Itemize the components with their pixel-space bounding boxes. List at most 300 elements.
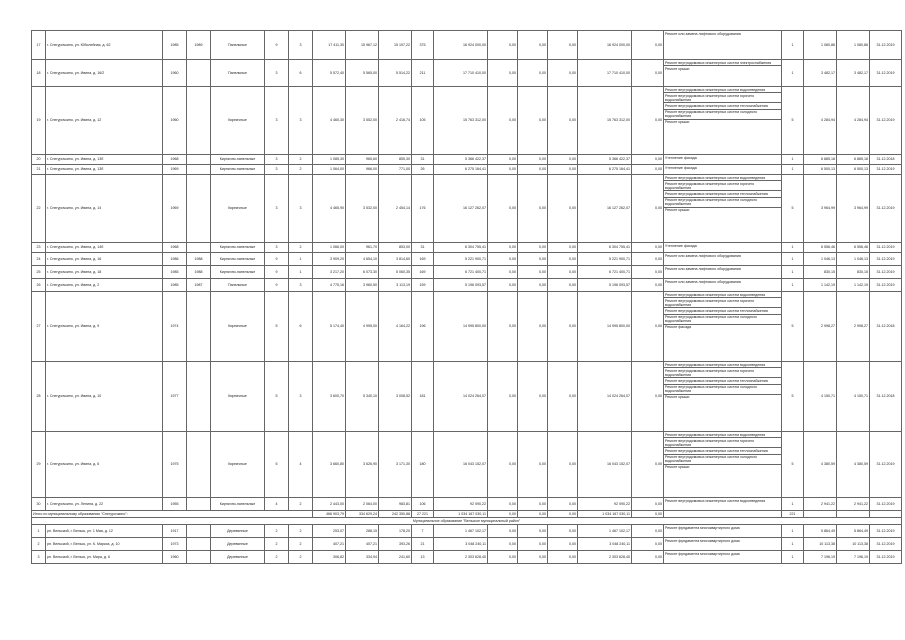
works-list (664, 243, 782, 253)
total-f2: 0,00 (518, 511, 548, 518)
address-cell: рп. Вельский, г. Вельск, ул. Мира, д. 6 (46, 551, 163, 564)
residents-count: 211 (412, 60, 434, 87)
fund-regional: 0,00 (518, 253, 548, 266)
fund-regional: 0,00 (518, 292, 548, 362)
work-item: Ремонт внутридомовых инженерных систем горячего водоснабжения (664, 438, 781, 448)
work-item: Ремонт или замена лифтового оборудования (665, 31, 741, 36)
total-area: 306,82 (313, 551, 346, 564)
fund-owners: 17 710 410,00 (578, 60, 632, 87)
floors-count: 5 (265, 292, 289, 362)
work-item: Ремонт крыши (665, 395, 690, 400)
total-area: 1 064,00 (313, 165, 346, 175)
work-item: Ремонт крыши (665, 66, 690, 71)
units-count: 5 (782, 292, 804, 362)
total-a3: 242 350,88 (379, 511, 412, 518)
row-number: 1 (32, 525, 46, 538)
address-cell: г. Снегурочкино, ул. Ивина, д. 13б (46, 155, 163, 165)
floors-count: 9 (265, 31, 289, 60)
entrances-count: 3 (289, 87, 313, 155)
fund-federal: 0,00 (488, 432, 518, 498)
wall-material: Кирпичные (211, 175, 265, 243)
fund-federal: 0,00 (488, 538, 518, 551)
fund-regional: 0,00 (518, 87, 548, 155)
total-area: 5 572,40 (313, 60, 346, 87)
fund-other: 0,00 (632, 165, 664, 175)
residents-count: 105 (412, 87, 434, 155)
wall-material: Кирпично-панельные (211, 498, 265, 511)
works-list (664, 165, 782, 175)
total-area: 4 465,90 (313, 175, 346, 243)
address-cell: г. Снегурочкино, ул. Ивина, д. 18 (46, 266, 163, 279)
total-area: 2 443,00 (313, 498, 346, 511)
work-item: Утепление фасада (665, 165, 697, 170)
wall-material: Панельные (211, 279, 265, 292)
total-works-empty (664, 511, 782, 518)
floors-count: 3 (265, 60, 289, 87)
address-cell: г. Снегурочкино, ул. Ивина, д. 16/2 (46, 60, 163, 87)
floors-count: 2 (265, 538, 289, 551)
completion-date: 31.12.2019 (870, 31, 902, 60)
fund-federal: 0,00 (488, 253, 518, 266)
floors-count: 9 (265, 253, 289, 266)
fund-owners: 6 721 400,71 (578, 266, 632, 279)
fund-federal: 0,00 (488, 165, 518, 175)
fund-owners: 5 196 093,57 (578, 279, 632, 292)
table-row (32, 243, 902, 253)
floors-count: 3 (265, 175, 289, 243)
works-list (664, 432, 782, 498)
row-number: 23 (32, 243, 46, 253)
wall-material: Кирпично-панельные (211, 155, 265, 165)
table-row (32, 362, 902, 432)
fund-owners: 3 048 240,11 (578, 538, 632, 551)
fund-federal: 0,00 (488, 87, 518, 155)
fund-owners: 5 366 422,37 (578, 155, 632, 165)
total-area: 3 600,70 (313, 362, 346, 432)
unit-cost: 3 964,99 (804, 175, 837, 243)
fund-local: 0,00 (548, 538, 578, 551)
fund-owners: 16 043 152,07 (578, 432, 632, 498)
work-item: Ремонт внутридомовых инженерных систем теплоснабжения (664, 448, 781, 454)
table-row (32, 292, 902, 362)
entrances-count: 2 (289, 551, 313, 564)
table-row (32, 253, 902, 266)
wall-material: Кирпично-панельные (211, 243, 265, 253)
build-year: 1960 (163, 551, 187, 564)
units-count: 1 (782, 155, 804, 165)
residents-count: 375 (412, 31, 434, 60)
row-number: 27 (32, 292, 46, 362)
completion-date: 31.12.2018 (870, 362, 902, 432)
build-year: 1985 (163, 279, 187, 292)
table-row (32, 155, 902, 165)
wall-material: Панельные (211, 60, 265, 87)
renovation-year (187, 551, 211, 564)
fund-owners: 92 090,22 (578, 498, 632, 511)
work-item: Ремонт фундамента многоквартирного дома (665, 538, 740, 543)
completion-date: 31.12.2018 (870, 292, 902, 362)
works-list (664, 362, 782, 432)
renovation-year (187, 362, 211, 432)
renovation-year (187, 292, 211, 362)
works-list (664, 551, 782, 564)
section-title: Муниципальное образование "Вельское муниципальный район" (32, 518, 902, 525)
works-list (664, 525, 782, 538)
entrances-count: 4 (289, 432, 313, 498)
floors-count: 3 (265, 87, 289, 155)
row-number: 25 (32, 266, 46, 279)
build-year: 1968 (163, 155, 187, 165)
total-cost: 14 024 264,07 (434, 362, 488, 432)
fund-federal: 0,00 (488, 60, 518, 87)
works-list (664, 175, 782, 243)
fund-regional: 0,00 (518, 432, 548, 498)
row-number: 17 (32, 31, 46, 60)
floors-count: 4 (265, 498, 289, 511)
total-cost: 5 196 093,57 (434, 279, 488, 292)
fund-federal: 0,00 (488, 498, 518, 511)
total-cost: 6 721 400,71 (434, 266, 488, 279)
fund-regional: 0,00 (518, 31, 548, 60)
fund-regional: 0,00 (518, 525, 548, 538)
fund-regional: 0,00 (518, 175, 548, 243)
fund-owners: 14 995 800,00 (578, 292, 632, 362)
repair-program-table (31, 30, 902, 564)
total-area: 4 460,30 (313, 87, 346, 155)
build-year: 1986 (163, 253, 187, 266)
floors-count: 9 (265, 279, 289, 292)
residents-count: 21 (412, 538, 434, 551)
living-area: 15 967,12 (346, 31, 379, 60)
work-item: Ремонт внутридомовых инженерных систем горячего водоснабжения (664, 298, 781, 308)
fund-other: 0,00 (632, 362, 664, 432)
renovation-year (187, 525, 211, 538)
units-count: 1 (782, 279, 804, 292)
fund-federal: 0,00 (488, 551, 518, 564)
work-item: Ремонт внутридомовых инженерных систем теплоснабжения (664, 103, 781, 109)
unit-cost: 6 500,13 (804, 165, 837, 175)
fund-local: 0,00 (548, 292, 578, 362)
floors-count: 3 (265, 243, 289, 253)
units-count: 1 (782, 551, 804, 564)
private-area: 5 060,35 (379, 266, 412, 279)
living-area: 2 064,00 (346, 498, 379, 511)
residents-count: 26 (412, 165, 434, 175)
fund-local: 0,00 (548, 175, 578, 243)
unit-cost: 5 864,49 (804, 525, 837, 538)
residents-count: 181 (412, 362, 434, 432)
build-year: 1975 (163, 432, 187, 498)
fund-other: 0,00 (632, 266, 664, 279)
floors-count: 5 (265, 362, 289, 432)
units-count: 1 (782, 31, 804, 60)
table-row (32, 31, 902, 60)
max-unit-cost: 1 080,86 (837, 31, 870, 60)
work-item: Ремонт внутридомовых инженерных систем электроснабжения (664, 60, 781, 66)
fund-regional: 0,00 (518, 551, 548, 564)
fund-local: 0,00 (548, 253, 578, 266)
table-row (32, 87, 902, 155)
fund-local: 0,00 (548, 165, 578, 175)
total-cost: 6 304 755,41 (434, 243, 488, 253)
build-year: 1969 (163, 165, 187, 175)
entrances-count: 1 (289, 253, 313, 266)
living-area: 4 654,10 (346, 253, 379, 266)
fund-other: 0,00 (632, 279, 664, 292)
wall-material: Кирпично-панельные (211, 266, 265, 279)
wall-material: Кирпичные (211, 292, 265, 362)
unit-cost: 2 998,27 (804, 292, 837, 362)
fund-other: 0,00 (632, 87, 664, 155)
entrances-count: 3 (289, 31, 313, 60)
floors-count: 3 (265, 155, 289, 165)
fund-federal: 0,00 (488, 155, 518, 165)
fund-other: 0,00 (632, 538, 664, 551)
build-year: 1977 (163, 362, 187, 432)
total-area: 5 174,40 (313, 292, 346, 362)
build-year: 1960 (163, 87, 187, 155)
renovation-year: 1987 (187, 279, 211, 292)
fund-local: 0,00 (548, 31, 578, 60)
max-unit-cost: 3 482,17 (837, 60, 870, 87)
private-area: 983,81 (379, 498, 412, 511)
address-cell: г. Снегурочкино, ул. Ивина, д. 6 (46, 432, 163, 498)
total-cost: 2 303 628,40 (434, 551, 488, 564)
renovation-year: 1989 (187, 31, 211, 60)
completion-date: 31.12.2019 (870, 243, 902, 253)
private-area: 15 197,22 (379, 31, 412, 60)
row-number: 2 (32, 538, 46, 551)
max-unit-cost: 2 941,22 (837, 498, 870, 511)
fund-local: 0,00 (548, 60, 578, 87)
max-unit-cost: 6 885,18 (837, 155, 870, 165)
total-area: 3 217,20 (313, 266, 346, 279)
wall-material: Кирпично-панельные (211, 165, 265, 175)
renovation-year (187, 175, 211, 243)
floors-count: 2 (265, 525, 289, 538)
max-unit-cost: 4 284,94 (837, 87, 870, 155)
work-item: Ремонт внутридомовых инженерных систем водоотведения (664, 175, 781, 181)
living-area: 966,00 (346, 165, 379, 175)
work-item: Ремонт внутридомовых инженерных систем водоотведения (665, 498, 766, 503)
max-unit-cost: 5 864,49 (837, 525, 870, 538)
unit-cost: 6 556,46 (804, 243, 837, 253)
private-area: 771,00 (379, 165, 412, 175)
table-row (32, 165, 902, 175)
fund-owners: 6 275 164,41 (578, 165, 632, 175)
fund-other: 0,00 (632, 551, 664, 564)
living-area: 4 995,00 (346, 292, 379, 362)
fund-owners: 16 127 262,07 (578, 175, 632, 243)
total-cost: 5 366 422,37 (434, 155, 488, 165)
renovation-year: 1988 (187, 266, 211, 279)
renovation-year (187, 498, 211, 511)
work-item: Ремонт крыши (665, 465, 690, 470)
living-area: 407,21 (346, 538, 379, 551)
table-row (32, 538, 902, 551)
residents-count: 106 (412, 498, 434, 511)
unit-cost: 2 941,22 (804, 498, 837, 511)
units-count: 5 (782, 362, 804, 432)
fund-local: 0,00 (548, 498, 578, 511)
units-count: 5 (782, 175, 804, 243)
address-cell: г. Снегурочкино, ул. Юбилейная, д. 62 (46, 31, 163, 60)
row-number: 21 (32, 165, 46, 175)
work-item: Утепление фасада (665, 243, 697, 248)
fund-local: 0,00 (548, 87, 578, 155)
fund-owners: 5 221 900,71 (578, 253, 632, 266)
total-a2: 334 629,24 (346, 511, 379, 518)
max-unit-cost: 830,15 (837, 266, 870, 279)
max-unit-cost: 3 964,99 (837, 175, 870, 243)
total-area: 3 909,20 (313, 253, 346, 266)
renovation-year (187, 165, 211, 175)
living-area: 3 532,00 (346, 175, 379, 243)
work-item: Ремонт внутридомовых инженерных систем водоотведения (664, 87, 781, 93)
wall-material: Деревянные (211, 525, 265, 538)
work-item: Утепление фасада (665, 155, 697, 160)
fund-regional: 0,00 (518, 538, 548, 551)
fund-local: 0,00 (548, 266, 578, 279)
fund-other: 0,00 (632, 60, 664, 87)
total-cost: 16 127 262,07 (434, 175, 488, 243)
work-item: Ремонт или замена лифтового оборудования (665, 266, 741, 271)
work-item: Ремонт фасада (665, 325, 692, 330)
unit-cost: 10 113,38 (804, 538, 837, 551)
fund-local: 0,00 (548, 155, 578, 165)
fund-other: 0,00 (632, 31, 664, 60)
units-count: 1 (782, 253, 804, 266)
entrances-count: 6 (289, 60, 313, 87)
private-area: 393,26 (379, 538, 412, 551)
renovation-year: 1988 (187, 253, 211, 266)
units-count: 5 (782, 87, 804, 155)
address-cell: г. Снегурочкино, ул. Ивина, д. 14б (46, 243, 163, 253)
fund-other: 0,00 (632, 525, 664, 538)
total-f5: 0,00 (632, 511, 664, 518)
fund-owners: 6 304 755,41 (578, 243, 632, 253)
completion-date: 31.12.2018 (870, 155, 902, 165)
row-number: 20 (32, 155, 46, 165)
address-cell: г. Снегурочкино, ул. Ивина, д. 2 (46, 279, 163, 292)
completion-date: 31.12.2019 (870, 498, 902, 511)
build-year: 1985 (163, 31, 187, 60)
max-unit-cost: 2 998,27 (837, 292, 870, 362)
work-item: Ремонт фундамента многоквартирного дома (665, 551, 740, 556)
total-label: Итого по муниципальному образованию "Снегурочкино": (32, 511, 313, 518)
units-count: 1 (782, 243, 804, 253)
completion-date: 31.12.2019 (870, 165, 902, 175)
work-item: Ремонт внутридомовых инженерных систем горячего водоснабжения (664, 93, 781, 103)
living-area: 3 960,50 (346, 279, 379, 292)
total-cost: 1 034 167 030,11 (434, 511, 488, 518)
work-item: Ремонт крыши (665, 208, 690, 213)
unit-cost: 6 885,18 (804, 155, 837, 165)
total-f4: 1 034 167 030,11 (578, 511, 632, 518)
private-area: 2 454,14 (379, 175, 412, 243)
work-item: Ремонт внутридомовых инженерных систем холодного водоснабжения (664, 198, 781, 208)
address-cell: рп. Вельский, г. Вельск, ул. К. Маркса, д. 10 (46, 538, 163, 551)
completion-date: 31.12.2019 (870, 87, 902, 155)
units-count: 1 (782, 266, 804, 279)
address-cell: г. Снегурочкино, ул. Ивина, д. 12 (46, 87, 163, 155)
residents-count: 31 (412, 155, 434, 165)
entrances-count: 1 (289, 266, 313, 279)
residents-count: 196 (412, 292, 434, 362)
address-cell: г. Снегурочкино, ул. Ленина, д. 22 (46, 498, 163, 511)
total-cost: 17 710 410,00 (434, 60, 488, 87)
completion-date: 31.12.2019 (870, 175, 902, 243)
residents-count: 7 (412, 525, 434, 538)
total-area: 4 775,16 (313, 279, 346, 292)
table-row (32, 525, 902, 538)
total-a1: 466 903,79 (313, 511, 346, 518)
max-unit-cost: 6 556,46 (837, 243, 870, 253)
unit-cost: 4 380,59 (804, 432, 837, 498)
private-area: 241,60 (379, 551, 412, 564)
living-area: 3 626,90 (346, 432, 379, 498)
fund-local: 0,00 (548, 243, 578, 253)
section-header-row (32, 518, 902, 525)
work-item: Ремонт внутридомовых инженерных систем водоотведения (664, 362, 781, 368)
entrances-count: 2 (289, 538, 313, 551)
entrances-count: 2 (289, 525, 313, 538)
works-list (664, 266, 782, 279)
unit-cost: 4 284,94 (804, 87, 837, 155)
fund-federal: 0,00 (488, 243, 518, 253)
unit-cost: 830,15 (804, 266, 837, 279)
residents-count: 180 (412, 432, 434, 498)
total-area: 3 660,80 (313, 432, 346, 498)
private-area: 3 008,52 (379, 362, 412, 432)
total-area: 1 066,00 (313, 243, 346, 253)
fund-federal: 0,00 (488, 362, 518, 432)
total-units: 221 (782, 511, 804, 518)
total-cost: 15 763 312,00 (434, 87, 488, 155)
units-count: 1 (782, 525, 804, 538)
fund-federal: 0,00 (488, 175, 518, 243)
living-area: 965,60 (346, 155, 379, 165)
fund-owners: 2 303 628,40 (578, 551, 632, 564)
fund-regional: 0,00 (518, 60, 548, 87)
fund-owners: 16 924 000,00 (578, 31, 632, 60)
works-list (664, 538, 782, 551)
residents-count: 169 (412, 266, 434, 279)
build-year: 1974 (163, 292, 187, 362)
private-area: 178,20 (379, 525, 412, 538)
work-item: Ремонт или замена лифтового оборудования (665, 279, 741, 284)
total-area: 253,07 (313, 525, 346, 538)
works-list (664, 87, 782, 155)
work-item: Ремонт внутридомовых инженерных систем теплоснабжения (664, 191, 781, 197)
row-number: 22 (32, 175, 46, 243)
work-item: Ремонт фундамента многоквартирного дома (665, 525, 740, 530)
total-cost: 14 995 800,00 (434, 292, 488, 362)
wall-material: Деревянные (211, 551, 265, 564)
work-item: Ремонт внутридомовых инженерных систем горячего водоснабжения (664, 368, 781, 378)
works-list (664, 292, 782, 362)
living-area: 5 565,00 (346, 60, 379, 87)
fund-federal: 0,00 (488, 31, 518, 60)
renovation-year (187, 60, 211, 87)
renovation-year (187, 87, 211, 155)
fund-local: 0,00 (548, 362, 578, 432)
total-f1: 0,00 (488, 511, 518, 518)
unit-cost: 3 482,17 (804, 60, 837, 87)
wall-material: Деревянные (211, 538, 265, 551)
fund-regional: 0,00 (518, 266, 548, 279)
work-item: Ремонт внутридомовых инженерных систем теплоснабжения (664, 378, 781, 384)
